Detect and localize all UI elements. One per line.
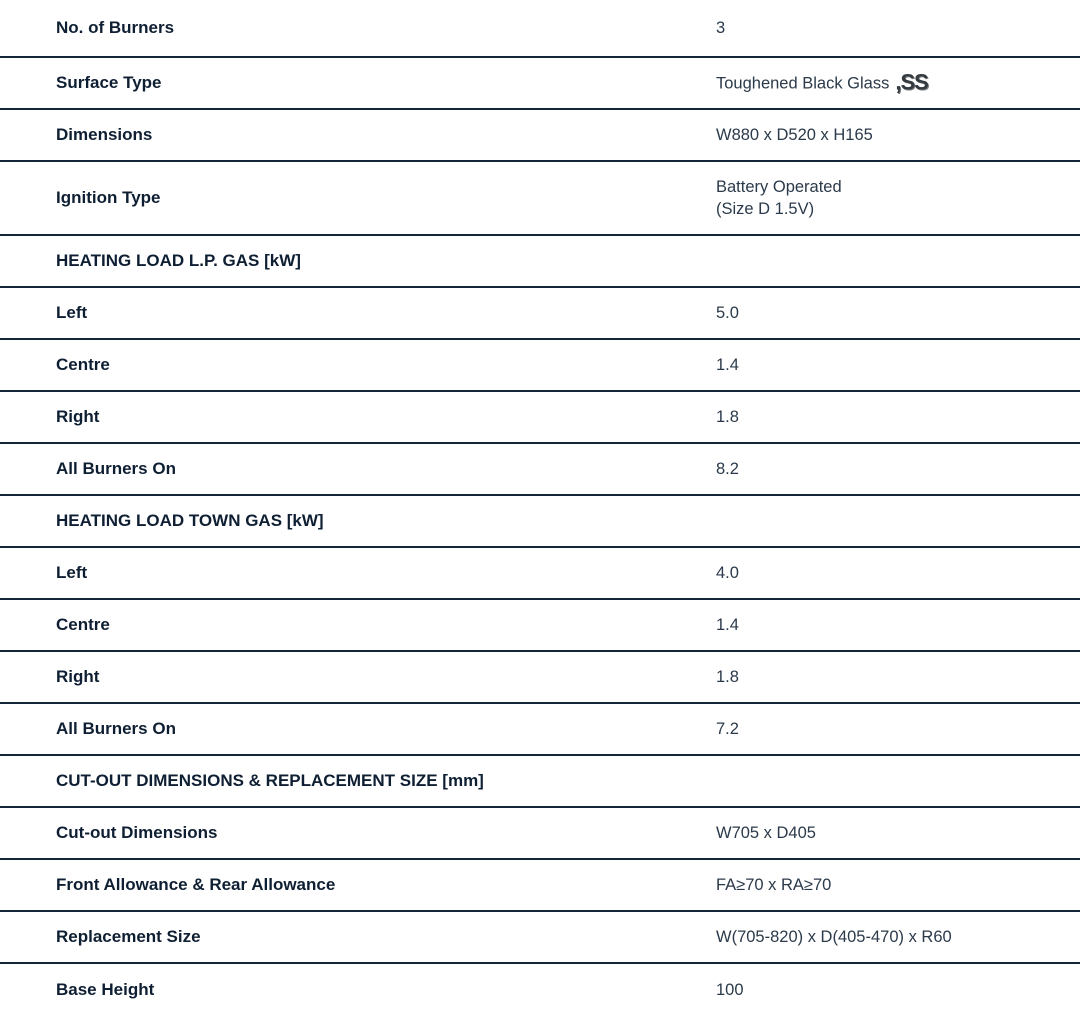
spec-row-town-left	[0, 548, 1080, 600]
spec-row-lp-centre	[0, 340, 1080, 392]
spec-label: Ignition Type	[56, 188, 161, 207]
spec-value: FA≥70 x RA≥70	[716, 876, 832, 894]
spec-label: Right	[56, 667, 100, 686]
spec-value: W705 x D405	[716, 824, 816, 842]
spec-value: W(705-820) x D(405-470) x R60	[716, 928, 952, 946]
section-heading: HEATING LOAD TOWN GAS [kW]	[56, 511, 324, 530]
spec-value: 100	[716, 981, 744, 999]
spec-row-burners	[0, 0, 1080, 58]
spec-label: Front Allowance & Rear Allowance	[56, 875, 336, 894]
spec-value: W880 x D520 x H165	[716, 126, 873, 144]
section-header-cut-out	[0, 756, 1080, 808]
spec-value: 1.8	[716, 668, 739, 686]
spec-row-dimensions	[0, 110, 1080, 162]
section-heading: HEATING LOAD L.P. GAS [kW]	[56, 251, 301, 270]
section-header-lp-gas	[0, 236, 1080, 288]
spec-label: All Burners On	[56, 719, 176, 738]
spec-row-cut-out-dimensions	[0, 808, 1080, 860]
spec-label: No. of Burners	[56, 18, 175, 37]
spec-row-town-centre	[0, 600, 1080, 652]
spec-value: 4.0	[716, 564, 739, 582]
spec-row-ignition-type	[0, 162, 1080, 236]
spec-value: 3	[716, 19, 726, 37]
spec-value: 5.0	[716, 304, 739, 322]
spec-label: Left	[56, 303, 88, 322]
ignition-line-2: (Size D 1.5V)	[716, 200, 815, 218]
spec-label: Right	[56, 407, 100, 426]
spec-value	[716, 69, 928, 95]
spec-label: Replacement Size	[56, 927, 201, 946]
spec-value: 8.2	[716, 460, 739, 478]
spec-label: Surface Type	[56, 73, 162, 92]
surface-type-text: Toughened Black Glass	[716, 74, 890, 93]
spec-label: Base Height	[56, 980, 155, 999]
spec-label: Left	[56, 563, 88, 582]
spec-row-lp-right	[0, 392, 1080, 444]
spec-row-town-right	[0, 652, 1080, 704]
section-header-town-gas	[0, 496, 1080, 548]
ignition-line-1: Battery Operated	[716, 178, 842, 196]
spec-value: 1.8	[716, 408, 739, 426]
ss-mark: ,SS	[895, 69, 928, 95]
spec-row-allowance	[0, 860, 1080, 912]
spec-row-lp-left	[0, 288, 1080, 340]
spec-label: Centre	[56, 355, 110, 374]
spec-value: 1.4	[716, 616, 739, 634]
spec-label: Dimensions	[56, 125, 153, 144]
spec-row-town-all	[0, 704, 1080, 756]
spec-label: All Burners On	[56, 459, 176, 478]
spec-row-replacement-size	[0, 912, 1080, 964]
spec-value	[716, 176, 842, 220]
spec-label: Cut-out Dimensions	[56, 823, 218, 842]
spec-label: Centre	[56, 615, 110, 634]
spec-row-base-height	[0, 964, 1080, 1016]
section-heading: CUT-OUT DIMENSIONS & REPLACEMENT SIZE [mm]	[56, 771, 484, 790]
spec-row-lp-all	[0, 444, 1080, 496]
spec-value: 1.4	[716, 356, 739, 374]
spec-row-surface-type	[0, 58, 1080, 110]
spec-value: 7.2	[716, 720, 739, 738]
